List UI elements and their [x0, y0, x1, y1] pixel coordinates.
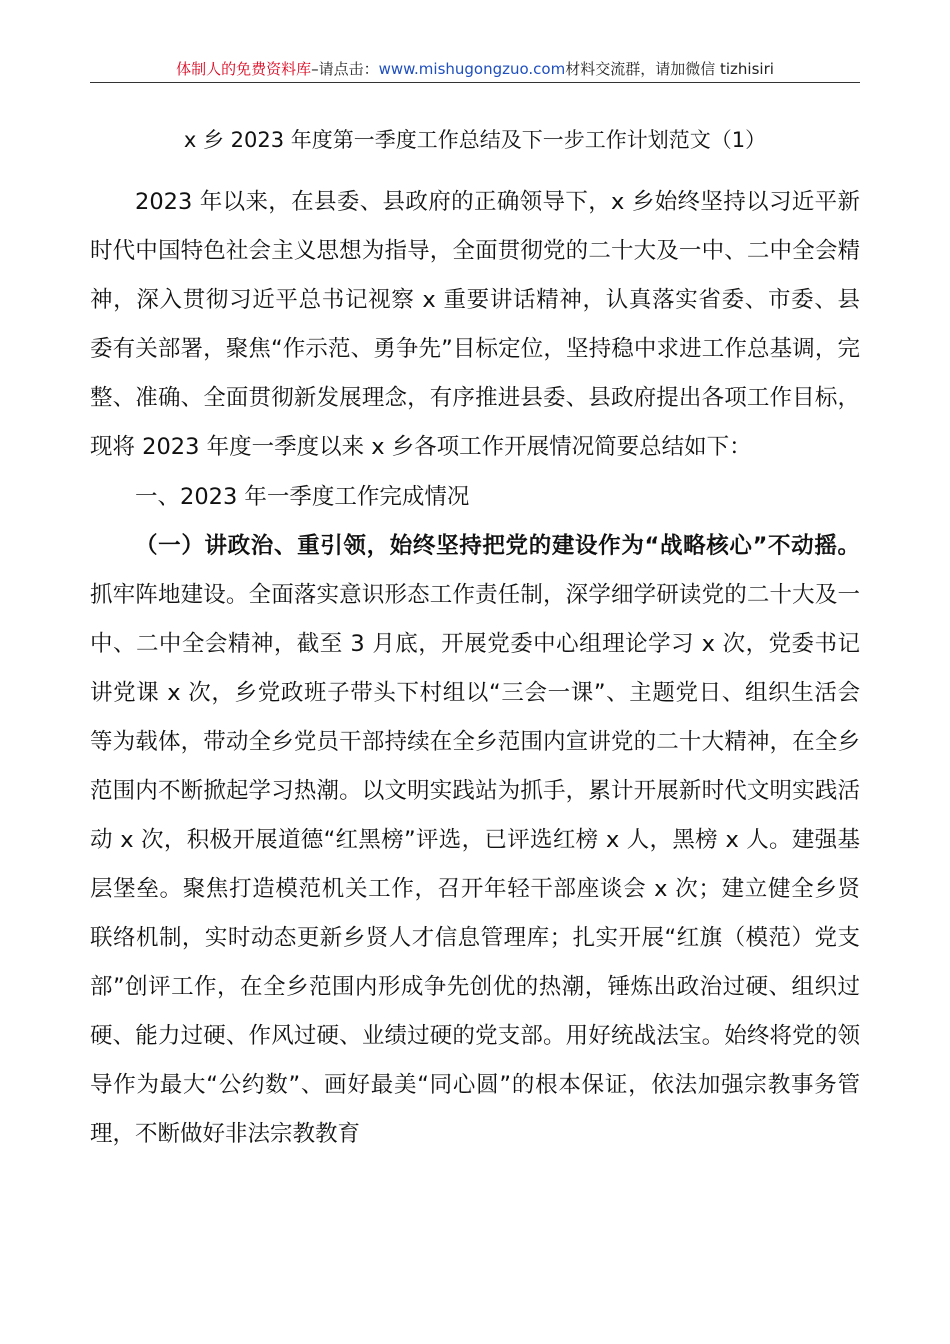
document-body	[90, 178, 860, 1159]
header-website-link[interactable]: www.mishugongzuo.com	[378, 60, 566, 78]
page-header	[90, 58, 860, 83]
header-brand: 体制人的免费资料库	[176, 60, 312, 78]
section-heading: 一、2023 年一季度工作完成情况	[135, 484, 470, 510]
item-paragraph	[90, 522, 860, 1159]
item-heading: （一）讲政治、重引领，始终坚持把党的建设作为“战略核心”不动摇。	[135, 533, 860, 559]
header-prompt: –请点击：	[311, 60, 379, 78]
header-wechat-note: 材料交流群，请加微信 tizhisiri	[565, 60, 774, 78]
document-title: x 乡 2023 年度第一季度工作总结及下一步工作计划范文（1）	[183, 128, 767, 152]
item-body: 抓牢阵地建设。全面落实意识形态工作责任制，深学细学研读党的二十大及一中、二中全会精神，截至 3 月底，开展党委中心组理论学习 x 次，党委书记讲党课 x 次，乡党政班子带头下村组以“三会一课”、主题党日、组织生活会等为载体，带动全乡党员干部持续在全乡范围内宣讲党的二十大精神，在全乡范围内不断掀起学习热潮。以文明实践站为抓手，累计开展新时代文明实践活动 x 次，积极开展道德“红黑榜”评选，已评选红榜 x 人，黑榜 x 人。建强基层堡垒。聚焦打造模范机关工作，召开年轻干部座谈会 x 次；建立健全乡贤联络机制，实时动态更新乡贤人才信息管理库；扎实开展“红旗（模范）党支部”创评工作，在全乡范围内形成争先创优的热潮，锤炼出政治过硬、组织过硬、能力过硬、作风过硬、业绩过硬的党支部。用好统战法宝。始终将党的领导作为最大“公约数”、画好最美“同心圆”的根本保证，依法加强宗教事务管理，不断做好非法宗教教育	[90, 582, 860, 1147]
intro-paragraph: 2023 年以来，在县委、县政府的正确领导下，x 乡始终坚持以习近平新时代中国特色社会主义思想为指导，全面贯彻党的二十大及一中、二中全会精神，深入贯彻习近平总书记视察 x 重要讲话精神，认真落实省委、市委、县委有关部署，聚焦“作示范、勇争先”目标定位，坚持稳中求进工作总基调，完整、准确、全面贯彻新发展理念，有序推进县委、县政府提出各项工作目标，现将 2023 年度一季度以来 x 乡各项工作开展情况简要总结如下：	[90, 189, 860, 460]
